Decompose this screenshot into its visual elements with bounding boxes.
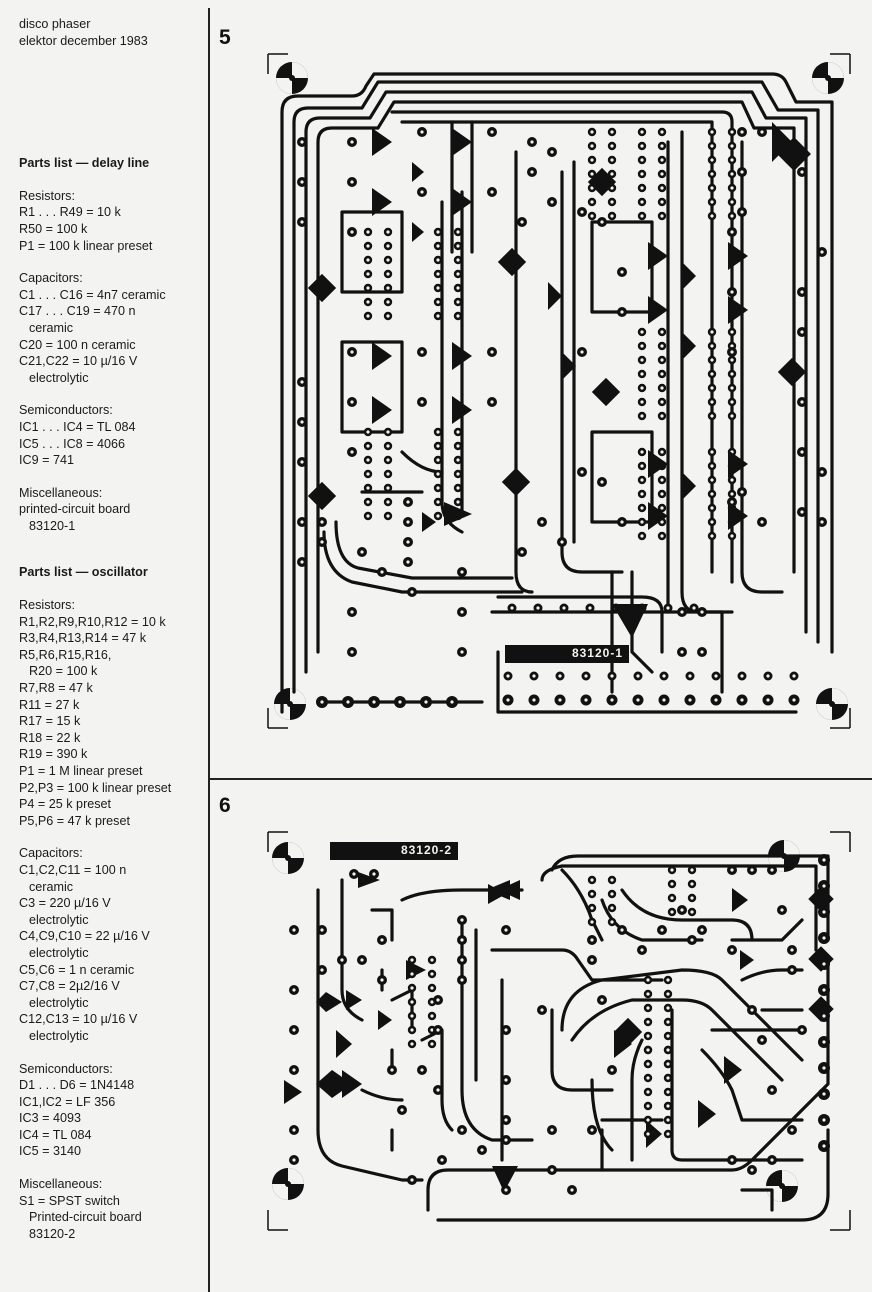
group-title: Resistors: — [19, 598, 75, 613]
list-item: R17 = 15 k — [19, 714, 81, 729]
list-item: R11 = 27 k — [19, 697, 80, 712]
list-item: S1 = SPST switch — [19, 1193, 120, 1208]
list-item: R18 = 22 k — [19, 730, 81, 745]
list-item: IC1 . . . IC4 = TL 084 — [19, 419, 136, 434]
figure-5-number: 5 — [219, 26, 231, 49]
list-item: electrolytic — [29, 945, 89, 960]
group-title: Miscellaneous: — [19, 485, 103, 500]
list-item: R50 = 100 k — [19, 221, 88, 236]
list-item: R1 . . . R49 = 10 k — [19, 205, 121, 220]
list-item: electrolytic — [29, 912, 89, 927]
list-item: C4,C9,C10 = 22 µ/16 V — [19, 929, 150, 944]
board-label-83120-2: 83120-2 — [330, 842, 458, 860]
figure-6-number: 6 — [219, 794, 231, 817]
list-item: P5,P6 = 47 k preset — [19, 813, 130, 828]
list-item: C12,C13 = 10 µ/16 V — [19, 1012, 138, 1027]
list-item: C1 . . . C16 = 4n7 ceramic — [19, 287, 166, 302]
figure-divider — [209, 778, 872, 780]
delay-misc — [19, 485, 208, 535]
delay-line-heading: Parts list — delay line — [19, 156, 150, 171]
list-item: R7,R8 = 47 k — [19, 681, 93, 696]
magazine-title: disco phaser — [19, 17, 91, 31]
list-item: electrolytic — [29, 995, 89, 1010]
list-item: 83120-1 — [29, 518, 76, 533]
list-item: electrolytic — [29, 1028, 89, 1043]
list-item: Printed-circuit board — [29, 1210, 142, 1225]
list-item: P2,P3 = 100 k linear preset — [19, 780, 172, 795]
list-item: C1,C2,C11 = 100 n — [19, 862, 127, 877]
column-divider — [208, 8, 210, 1292]
list-item: P1 = 1 M linear preset — [19, 764, 143, 778]
list-item: C3 = 220 µ/16 V — [19, 896, 111, 911]
list-item: R20 = 100 k — [29, 664, 98, 679]
group-title: Resistors: — [19, 188, 75, 203]
delay-semiconductors — [19, 402, 208, 468]
list-item: IC3 = 4093 — [19, 1111, 81, 1126]
delay-capacitors — [19, 270, 208, 386]
list-item: printed-circuit board — [19, 502, 131, 517]
list-item: electrolytic — [29, 370, 89, 385]
group-title: Miscellaneous: — [19, 1177, 103, 1192]
osc-capacitors — [19, 845, 208, 1044]
pcb-83120-2 — [262, 830, 856, 1234]
delay-resistors — [19, 188, 208, 254]
list-item: IC5 = 3140 — [19, 1144, 81, 1159]
list-item: 83120-2 — [29, 1226, 76, 1241]
list-item: ceramic — [29, 320, 74, 335]
list-item: C5,C6 = 1 n ceramic — [19, 962, 135, 977]
parts-list-column — [0, 0, 208, 1292]
list-item: ceramic — [29, 879, 74, 894]
list-item: C20 = 100 n ceramic — [19, 337, 136, 352]
group-title: Semiconductors: — [19, 403, 113, 418]
magazine-issue: elektor december 1983 — [19, 33, 148, 48]
list-item: R1,R2,R9,R10,R12 = 10 k — [19, 614, 166, 629]
group-title: Semiconductors: — [19, 1061, 113, 1076]
list-item: P1 = 100 k linear preset — [19, 238, 153, 253]
list-item: IC4 = TL 084 — [19, 1127, 92, 1142]
osc-semiconductors — [19, 1061, 208, 1161]
list-item: IC5 . . . IC8 = 4066 — [19, 436, 126, 451]
osc-misc — [19, 1176, 208, 1242]
list-item: R19 = 390 k — [19, 747, 88, 762]
list-item: R3,R4,R13,R14 = 47 k — [19, 631, 147, 646]
list-item: C17 . . . C19 = 470 n — [19, 304, 136, 319]
list-item: P4 = 25 k preset — [19, 797, 112, 812]
list-item: C21,C22 = 10 µ/16 V — [19, 354, 138, 369]
osc-resistors — [19, 597, 208, 829]
group-title: Capacitors: — [19, 271, 83, 286]
list-item: IC9 = 741 — [19, 453, 74, 468]
pcb-83120-1 — [262, 52, 856, 730]
group-title: Capacitors: — [19, 846, 83, 861]
list-item: C7,C8 = 2µ2/16 V — [19, 979, 120, 994]
list-item: IC1,IC2 = LF 356 — [19, 1094, 116, 1109]
list-item: D1 . . . D6 = 1N4148 — [19, 1078, 135, 1093]
list-item: R5,R6,R15,R16, — [19, 647, 112, 662]
oscillator-heading: Parts list — oscillator — [19, 565, 148, 580]
board-label-83120-1: 83120-1 — [505, 645, 629, 663]
